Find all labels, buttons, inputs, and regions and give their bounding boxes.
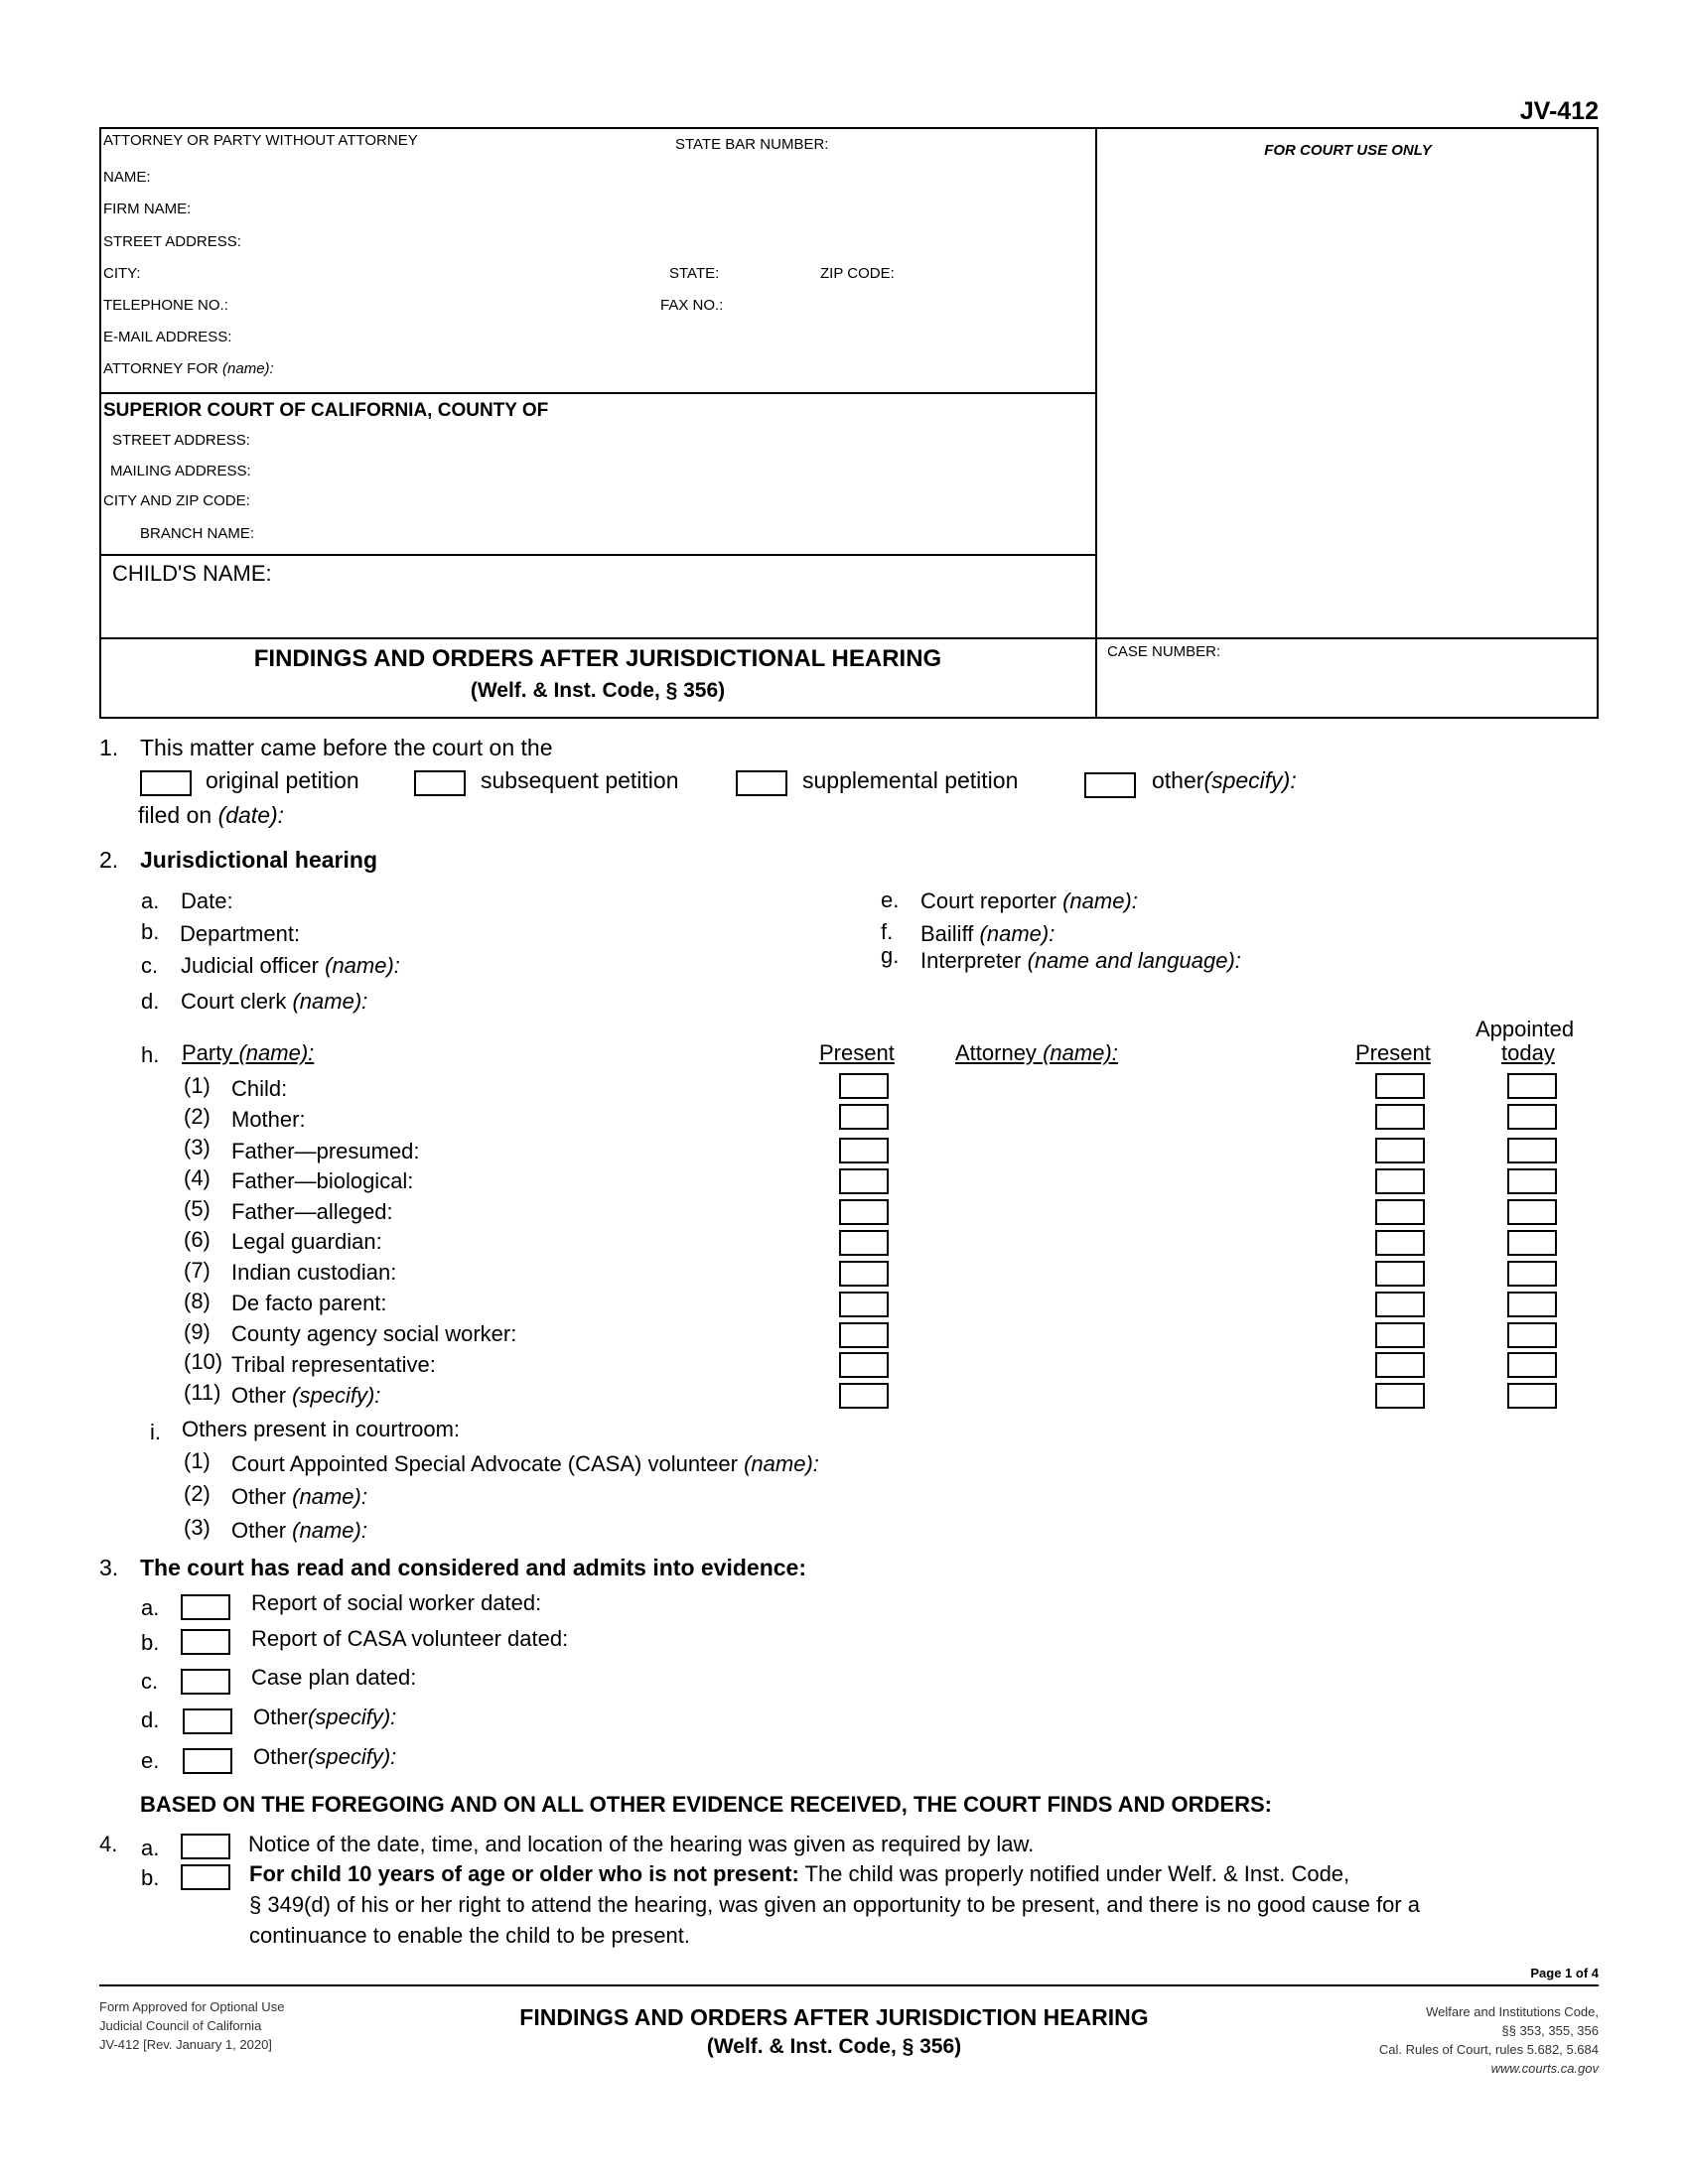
item2d-court-clerk-label: Court clerk (name): bbox=[181, 989, 368, 1014]
item2i-text: Others present in courtroom: bbox=[182, 1417, 461, 1441]
item2a-date-label: Date: bbox=[181, 888, 233, 913]
evidence-other-1-label: Other(specify): bbox=[253, 1705, 397, 1729]
evidence-other-1-checkbox[interactable] bbox=[183, 1708, 232, 1734]
party-label: Other (specify): bbox=[231, 1383, 381, 1408]
form-id: JV-412 bbox=[1519, 97, 1599, 125]
casa-report-label: Report of CASA volunteer dated: bbox=[251, 1626, 569, 1651]
party-present-checkbox[interactable] bbox=[839, 1383, 889, 1409]
item2f-bailiff-label: Bailiff (name): bbox=[920, 921, 1055, 946]
page-number: Page 1 of 4 bbox=[1530, 1966, 1599, 1980]
title-divider bbox=[99, 637, 1599, 639]
footer-rules: Cal. Rules of Court, rules 5.682, 5.684 bbox=[1378, 2042, 1599, 2057]
court-title: SUPERIOR COURT OF CALIFORNIA, COUNTY OF bbox=[103, 400, 549, 421]
item2c-judicial-officer-label: Judicial officer (name): bbox=[181, 953, 400, 978]
notice-given-label: Notice of the date, time, and location of the hearing was given as required by law. bbox=[248, 1832, 1035, 1856]
party-number: (11) bbox=[184, 1380, 221, 1405]
child-notified-checkbox[interactable] bbox=[181, 1864, 230, 1890]
attorney-present-checkbox[interactable] bbox=[1375, 1292, 1425, 1317]
item2e-court-reporter-label: Court reporter (name): bbox=[920, 888, 1138, 913]
party-label: Legal guardian: bbox=[231, 1229, 382, 1254]
attorney-present-checkbox[interactable] bbox=[1375, 1073, 1425, 1099]
case-plan-label: Case plan dated: bbox=[251, 1665, 417, 1690]
attorney-appointed-checkbox[interactable] bbox=[1507, 1073, 1557, 1099]
attorney-present-column-header: Present bbox=[1355, 1040, 1431, 1065]
other-petition-label: other(specify): bbox=[1152, 767, 1297, 793]
name-label: NAME: bbox=[103, 169, 151, 186]
subsequent-petition-checkbox[interactable] bbox=[414, 770, 466, 796]
notice-given-checkbox[interactable] bbox=[181, 1834, 230, 1859]
footer-sections: §§ 353, 355, 356 bbox=[1501, 2023, 1599, 2038]
item3a-letter: a. bbox=[141, 1595, 160, 1620]
appointed-today-column-header: today bbox=[1501, 1040, 1555, 1065]
telephone-label: TELEPHONE NO.: bbox=[103, 297, 228, 314]
original-petition-checkbox[interactable] bbox=[140, 770, 192, 796]
item2-title: Jurisdictional hearing bbox=[140, 847, 377, 873]
supplemental-petition-label: supplemental petition bbox=[802, 767, 1019, 793]
party-number: (6) bbox=[184, 1227, 211, 1252]
findings-heading: BASED ON THE FOREGOING AND ON ALL OTHER EVIDENCE RECEIVED, THE COURT FINDS AND ORDERS: bbox=[140, 1792, 1272, 1817]
party-present-checkbox[interactable] bbox=[839, 1138, 889, 1163]
attorney-present-checkbox[interactable] bbox=[1375, 1383, 1425, 1409]
party-number: (7) bbox=[184, 1258, 211, 1283]
child-notified-line2: § 349(d) of his or her right to attend the hearing, was given an opportunity to be present, and there is no good cause for a bbox=[249, 1892, 1420, 1917]
party-present-checkbox[interactable] bbox=[839, 1322, 889, 1348]
footer-welfare-code: Welfare and Institutions Code, bbox=[1426, 2004, 1599, 2019]
social-worker-report-label: Report of social worker dated: bbox=[251, 1590, 542, 1615]
court-branch-label: BRANCH NAME: bbox=[140, 525, 255, 542]
party-label: County agency social worker: bbox=[231, 1321, 517, 1346]
footer-council: Judicial Council of California bbox=[99, 2018, 262, 2033]
filed-on-label: filed on (date): bbox=[138, 802, 285, 828]
evidence-other-2-checkbox[interactable] bbox=[183, 1748, 232, 1774]
item2g-letter: g. bbox=[881, 943, 900, 968]
attorney-present-checkbox[interactable] bbox=[1375, 1230, 1425, 1256]
attorney-appointed-checkbox[interactable] bbox=[1507, 1168, 1557, 1194]
item2g-interpreter-label: Interpreter (name and language): bbox=[920, 948, 1241, 973]
party-number: (10) bbox=[184, 1349, 223, 1374]
footer-approved: Form Approved for Optional Use bbox=[99, 1999, 285, 2014]
other-petition-checkbox[interactable] bbox=[1084, 772, 1136, 798]
others-number: (2) bbox=[184, 1481, 211, 1506]
party-number: (3) bbox=[184, 1135, 211, 1160]
party-present-column-header: Present bbox=[819, 1040, 895, 1065]
form-subtitle: (Welf. & Inst. Code, § 356) bbox=[470, 679, 726, 702]
street-address-label: STREET ADDRESS: bbox=[103, 233, 241, 250]
others-other-label: Other (name): bbox=[231, 1518, 367, 1543]
attorney-label: ATTORNEY OR PARTY WITHOUT ATTORNEY bbox=[103, 132, 418, 149]
attorney-present-checkbox[interactable] bbox=[1375, 1261, 1425, 1287]
footer-rule bbox=[99, 1984, 1599, 1986]
court-section-divider bbox=[99, 392, 1096, 394]
party-number: (2) bbox=[184, 1104, 211, 1129]
party-label: Mother: bbox=[231, 1107, 306, 1132]
item2b-department-label: Department: bbox=[180, 921, 301, 946]
footer-revision: JV-412 [Rev. January 1, 2020] bbox=[99, 2037, 272, 2052]
item3e-letter: e. bbox=[141, 1748, 160, 1773]
court-use-only-label: FOR COURT USE ONLY bbox=[1264, 142, 1432, 159]
email-label: E-MAIL ADDRESS: bbox=[103, 329, 232, 345]
child-name-label: CHILD'S NAME: bbox=[112, 561, 272, 586]
party-present-checkbox[interactable] bbox=[839, 1168, 889, 1194]
item4b-letter: b. bbox=[141, 1865, 160, 1890]
court-mailing-label: MAILING ADDRESS: bbox=[110, 463, 251, 479]
party-present-checkbox[interactable] bbox=[839, 1199, 889, 1225]
attorney-appointed-checkbox[interactable] bbox=[1507, 1383, 1557, 1409]
attorney-appointed-checkbox[interactable] bbox=[1507, 1104, 1557, 1130]
city-label: CITY: bbox=[103, 265, 141, 282]
appointed-column-header: Appointed bbox=[1476, 1017, 1575, 1041]
attorney-appointed-checkbox[interactable] bbox=[1507, 1199, 1557, 1225]
party-number: (4) bbox=[184, 1165, 211, 1190]
header-frame bbox=[99, 127, 1599, 719]
party-number: (8) bbox=[184, 1289, 211, 1313]
party-present-checkbox[interactable] bbox=[839, 1104, 889, 1130]
others-casa-label: Court Appointed Special Advocate (CASA) volunteer (name): bbox=[231, 1451, 819, 1476]
others-other-label: Other (name): bbox=[231, 1484, 367, 1509]
party-label: Father—presumed: bbox=[231, 1139, 420, 1163]
party-number: (1) bbox=[184, 1073, 211, 1098]
firm-name-label: FIRM NAME: bbox=[103, 201, 192, 217]
attorney-present-checkbox[interactable] bbox=[1375, 1199, 1425, 1225]
attorney-present-checkbox[interactable] bbox=[1375, 1322, 1425, 1348]
item3-number: 3. bbox=[99, 1555, 119, 1580]
others-number: (3) bbox=[184, 1515, 211, 1540]
item4-number: 4. bbox=[99, 1832, 118, 1856]
header-vertical-divider bbox=[1095, 127, 1097, 719]
party-present-checkbox[interactable] bbox=[839, 1292, 889, 1317]
party-present-checkbox[interactable] bbox=[839, 1261, 889, 1287]
attorney-present-checkbox[interactable] bbox=[1375, 1138, 1425, 1163]
case-plan-checkbox[interactable] bbox=[181, 1669, 230, 1695]
court-city-zip-label: CITY AND ZIP CODE: bbox=[103, 492, 250, 509]
item2h-letter: h. bbox=[141, 1042, 160, 1067]
item2a-letter: a. bbox=[141, 888, 160, 913]
attorney-appointed-checkbox[interactable] bbox=[1507, 1138, 1557, 1163]
footer-website[interactable]: www.courts.ca.gov bbox=[1490, 2061, 1599, 2076]
item2c-letter: c. bbox=[141, 953, 159, 978]
party-label: Father—biological: bbox=[231, 1168, 414, 1193]
item1-number: 1. bbox=[99, 735, 119, 760]
social-worker-report-checkbox[interactable] bbox=[181, 1594, 230, 1620]
party-label: Child: bbox=[231, 1076, 288, 1101]
attorney-column-header: Attorney (name): bbox=[955, 1040, 1118, 1065]
state-label: STATE: bbox=[669, 265, 720, 282]
party-present-checkbox[interactable] bbox=[839, 1230, 889, 1256]
case-number-label: CASE NUMBER: bbox=[1107, 643, 1221, 660]
party-number: (9) bbox=[184, 1319, 211, 1344]
original-petition-label: original petition bbox=[206, 767, 359, 793]
attorney-appointed-checkbox[interactable] bbox=[1507, 1322, 1557, 1348]
evidence-other-2-label: Other(specify): bbox=[253, 1744, 397, 1769]
item3d-letter: d. bbox=[141, 1707, 160, 1732]
supplemental-petition-checkbox[interactable] bbox=[736, 770, 787, 796]
item2-number: 2. bbox=[99, 847, 119, 873]
casa-report-checkbox[interactable] bbox=[181, 1629, 230, 1655]
party-present-checkbox[interactable] bbox=[839, 1352, 889, 1378]
item3c-letter: c. bbox=[141, 1669, 159, 1694]
item1-text: This matter came before the court on the bbox=[140, 735, 553, 760]
attorney-present-checkbox[interactable] bbox=[1375, 1352, 1425, 1378]
zip-code-label: ZIP CODE: bbox=[820, 265, 895, 282]
item2e-letter: e. bbox=[881, 887, 900, 912]
item2f-letter: f. bbox=[881, 919, 894, 944]
state-bar-label: STATE BAR NUMBER: bbox=[675, 136, 829, 153]
attorney-present-checkbox[interactable] bbox=[1375, 1104, 1425, 1130]
party-column-header: Party (name): bbox=[182, 1040, 315, 1065]
attorney-appointed-checkbox[interactable] bbox=[1507, 1292, 1557, 1317]
party-label: Indian custodian: bbox=[231, 1260, 397, 1285]
item2i-letter: i. bbox=[150, 1420, 161, 1444]
item2d-letter: d. bbox=[141, 989, 160, 1014]
party-label: Father—alleged: bbox=[231, 1199, 393, 1224]
fax-label: FAX NO.: bbox=[660, 297, 724, 314]
child-name-divider bbox=[99, 554, 1096, 556]
footer-subtitle: (Welf. & Inst. Code, § 356) bbox=[706, 2035, 962, 2058]
subsequent-petition-label: subsequent petition bbox=[481, 767, 679, 793]
child-notified-line3: continuance to enable the child to be present. bbox=[249, 1923, 690, 1948]
item3-title: The court has read and considered and admits into evidence: bbox=[140, 1555, 806, 1580]
item4a-letter: a. bbox=[141, 1836, 160, 1860]
party-present-checkbox[interactable] bbox=[839, 1073, 889, 1099]
attorney-present-checkbox[interactable] bbox=[1375, 1168, 1425, 1194]
party-number: (5) bbox=[184, 1196, 211, 1221]
attorney-appointed-checkbox[interactable] bbox=[1507, 1261, 1557, 1287]
attorney-appointed-checkbox[interactable] bbox=[1507, 1352, 1557, 1378]
attorney-appointed-checkbox[interactable] bbox=[1507, 1230, 1557, 1256]
item2b-letter: b. bbox=[141, 919, 160, 944]
court-street-label: STREET ADDRESS: bbox=[112, 432, 250, 449]
child-notified-line1: For child 10 years of age or older who is not present: The child was properly notified under Welf. & Inst. Code, bbox=[249, 1861, 1350, 1886]
attorney-for-label: ATTORNEY FOR (name): bbox=[103, 360, 274, 377]
item3b-letter: b. bbox=[141, 1630, 160, 1655]
footer-title: FINDINGS AND ORDERS AFTER JURISDICTION HEARING bbox=[519, 2004, 1149, 2030]
others-number: (1) bbox=[184, 1448, 211, 1473]
party-label: Tribal representative: bbox=[231, 1352, 436, 1377]
form-title: FINDINGS AND ORDERS AFTER JURISDICTIONAL HEARING bbox=[253, 645, 942, 672]
party-label: De facto parent: bbox=[231, 1291, 387, 1315]
